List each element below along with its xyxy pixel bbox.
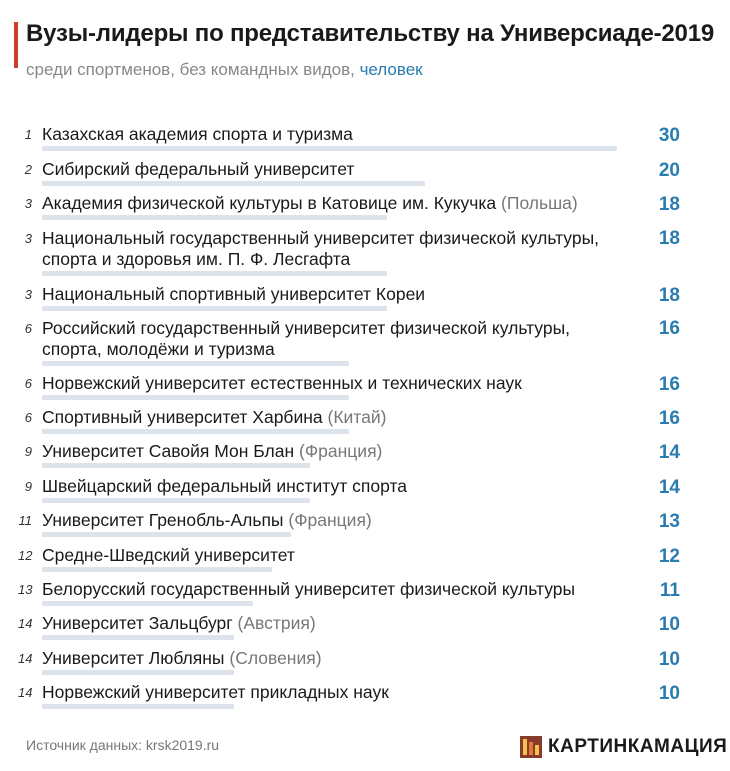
institution-label [42, 476, 622, 497]
rank-label: 3 [24, 231, 32, 246]
value-label: 18 [658, 194, 680, 215]
institution-name: Национальный государственный университет физической культуры, спорта и здоровья им. П. Ф. Лесгафта [42, 228, 600, 269]
rank-label: 9 [24, 444, 32, 459]
value-bar [42, 306, 387, 311]
rank-label: 3 [24, 287, 32, 302]
rank-label: 6 [24, 410, 32, 425]
value-bar [42, 463, 310, 468]
value-bar [42, 395, 349, 400]
rank-label: 9 [24, 479, 32, 494]
institution-name: Академия физической культуры в Катовице им. Кукучка [42, 193, 497, 213]
institution-label [42, 284, 622, 305]
institution-label [42, 193, 622, 214]
institution-label [42, 579, 622, 600]
institution-label [42, 441, 622, 462]
brand-logo [520, 735, 727, 759]
institution-label [42, 510, 622, 531]
institution-name: Спортивный университет Харбина [42, 407, 323, 427]
institution-name: Российский государственный университет физической культуры, спорта, молодёжи и туризма [42, 318, 571, 359]
value-label: 30 [658, 125, 680, 146]
institution-name: Белорусский государственный университет физической культуры [42, 579, 576, 599]
value-bar [42, 215, 387, 220]
institution-name: Казахская академия спорта и туризма [42, 124, 353, 144]
value-label: 10 [658, 614, 680, 635]
value-bar [42, 635, 234, 640]
rank-label: 6 [24, 376, 32, 391]
rank-label: 14 [18, 651, 33, 666]
chart-title: Вузы-лидеры по представительству на Универсиаде-2019 [26, 20, 715, 47]
institution-country: (Словения) [224, 648, 322, 668]
institution-country: (Франция) [283, 510, 372, 530]
rank-label: 11 [18, 513, 32, 528]
value-label: 14 [658, 477, 680, 498]
value-bar [42, 670, 234, 675]
value-label: 14 [658, 442, 680, 463]
institution-country: (Польша) [496, 193, 578, 213]
source-note: Источник данных: krsk2019.ru [26, 737, 220, 753]
institution-name: Национальный спортивный университет Кореи [42, 284, 426, 304]
institution-name: Университет Савойя Мон Блан [42, 441, 295, 461]
rank-label: 1 [24, 127, 32, 142]
rank-label: 13 [18, 582, 33, 597]
value-label: 13 [658, 511, 680, 532]
rank-label: 6 [24, 321, 32, 336]
value-label: 18 [658, 228, 680, 249]
logo-text: КАРТИНКАМАЦИЯ [548, 736, 728, 757]
institution-label [42, 407, 622, 428]
subtitle-unit: человек [359, 60, 423, 79]
value-bar [42, 146, 617, 151]
institution-label [42, 124, 622, 145]
value-bar [42, 601, 253, 606]
value-bar [42, 429, 349, 434]
value-label: 16 [658, 408, 680, 429]
institution-label [42, 373, 622, 394]
institution-label [42, 159, 622, 180]
value-label: 10 [658, 683, 680, 704]
rank-label: 3 [24, 196, 32, 211]
value-bar [42, 532, 291, 537]
institution-name: Норвежский университет прикладных наук [42, 682, 389, 702]
institution-name: Сибирский федеральный университет [42, 159, 355, 179]
value-label: 20 [658, 160, 680, 181]
value-label: 12 [658, 546, 680, 567]
chart-subtitle [26, 60, 423, 80]
value-label: 16 [658, 318, 680, 339]
institution-name: Средне-Шведский университет [42, 545, 295, 565]
value-bar [42, 498, 310, 503]
value-label: 10 [658, 649, 680, 670]
value-label: 11 [659, 580, 680, 601]
institution-name: Швейцарский федеральный институт спорта [42, 476, 407, 496]
value-label: 16 [658, 374, 680, 395]
value-label: 18 [658, 285, 680, 306]
value-bar [42, 704, 234, 709]
rank-label: 12 [18, 548, 33, 563]
value-bar [42, 567, 272, 572]
institution-name: Университет Зальцбург [42, 613, 233, 633]
title-accent-bar [14, 22, 18, 68]
institution-label [42, 228, 622, 270]
subtitle-text: среди спортменов, без командных видов, [26, 60, 360, 79]
logo-mark-icon [520, 736, 542, 758]
rank-label: 14 [18, 616, 33, 631]
institution-name: Университет Гренобль-Альпы [42, 510, 284, 530]
institution-label [42, 648, 622, 669]
value-bar [42, 361, 349, 366]
institution-label [42, 318, 622, 360]
institution-label [42, 613, 622, 634]
institution-label [42, 682, 622, 703]
institution-country: (Австрия) [232, 613, 316, 633]
rank-label: 14 [18, 685, 33, 700]
institution-country: (Франция) [294, 441, 383, 461]
rank-label: 2 [24, 162, 32, 177]
institution-name: Университет Любляны [42, 648, 225, 668]
institution-name: Норвежский университет естественных и технических наук [42, 373, 522, 393]
institution-label [42, 545, 622, 566]
value-bar [42, 271, 387, 276]
value-bar [42, 181, 425, 186]
institution-country: (Китай) [322, 407, 387, 427]
